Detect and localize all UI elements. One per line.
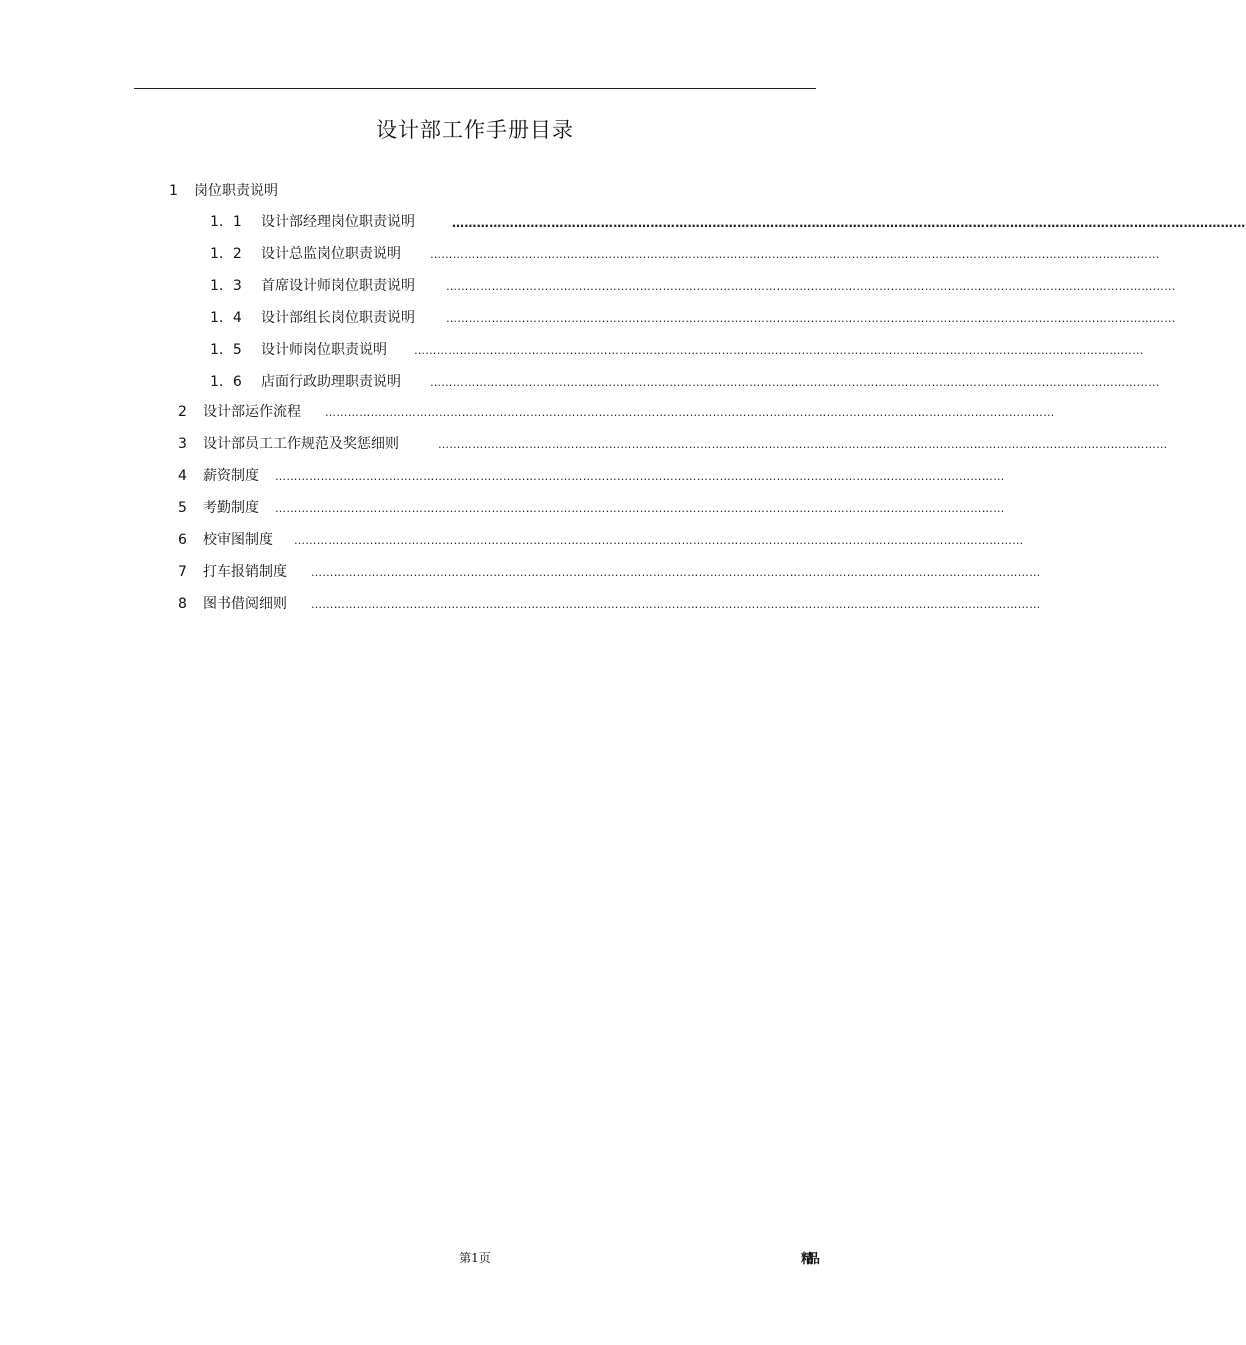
toc-number: 3 (178, 436, 187, 452)
toc-label: 薪资制度 (203, 468, 259, 484)
toc-number: 1．4 (210, 310, 242, 326)
toc-leader-dots: ………………………………………………………………………………………………………………………………………………………………………… (438, 438, 1168, 451)
toc-label: 考勤制度 (203, 500, 259, 516)
toc-number: 4 (178, 468, 187, 484)
page-title: 设计部工作手册目录 (376, 118, 574, 142)
toc-number: 1．5 (210, 342, 242, 358)
toc-label: 首席设计师岗位职责说明 (261, 278, 415, 294)
toc-number: 1．2 (210, 246, 242, 262)
toc-leader-dots: ………………………………………………………………………………………………………………………………………………………………………… (311, 598, 1041, 611)
corner-watermark: 精品 (801, 1252, 814, 1267)
toc-label: 打车报销制度 (203, 564, 287, 580)
toc-label: 设计部运作流程 (203, 404, 301, 420)
toc-leader-dots: ………………………………………………………………………………………………………………………………………………………………………… (446, 280, 1176, 293)
toc-number: 1 (169, 183, 178, 199)
page-number: 第1页 (459, 1251, 491, 1265)
toc-label: 设计师岗位职责说明 (261, 342, 387, 358)
toc-leader-dots: ………………………………………………………………………………………………………………………………………………………………………… (294, 534, 1024, 547)
header-rule (134, 88, 816, 89)
toc-number: 7 (178, 564, 187, 580)
toc-leader-dots: ………………………………………………………………………………………………………………………………………………………………………… (414, 344, 1144, 357)
toc-leader-dots: ………………………………………………………………………………………………………………………………………………………………………… (311, 566, 1041, 579)
toc-leader-dots: ………………………………………………………………………………………………………………………………………………………………………… (430, 376, 1160, 389)
toc-leader-dots: ………………………………………………………………………………………………………………………………………………………………………… (452, 216, 1246, 230)
toc-leader-dots: ………………………………………………………………………………………………………………………………………………………………………… (275, 470, 1005, 483)
toc-number: 6 (178, 532, 187, 548)
toc-number: 5 (178, 500, 187, 516)
toc-label: 图书借阅细则 (203, 596, 287, 612)
toc-leader-dots: ………………………………………………………………………………………………………………………………………………………………………… (446, 312, 1176, 325)
toc-leader-dots: ………………………………………………………………………………………………………………………………………………………………………… (430, 248, 1160, 261)
toc-leader-dots: ………………………………………………………………………………………………………………………………………………………………………… (325, 406, 1055, 419)
toc-number: 1．6 (210, 374, 242, 390)
toc-number: 1．1 (210, 214, 242, 230)
toc-label: 店面行政助理职责说明 (261, 374, 401, 390)
toc-label: 设计部经理岗位职责说明 (261, 214, 415, 230)
toc-number: 2 (178, 404, 187, 420)
toc-label: 设计部员工工作规范及奖惩细则 (203, 436, 399, 452)
toc-leader-dots: ………………………………………………………………………………………………………………………………………………………………………… (275, 502, 1005, 515)
toc-number: 1．3 (210, 278, 242, 294)
toc-label: 岗位职责说明 (194, 183, 278, 199)
toc-number: 8 (178, 596, 187, 612)
toc-label: 设计总监岗位职责说明 (261, 246, 401, 262)
toc-label: 校审图制度 (203, 532, 273, 548)
toc-label: 设计部组长岗位职责说明 (261, 310, 415, 326)
